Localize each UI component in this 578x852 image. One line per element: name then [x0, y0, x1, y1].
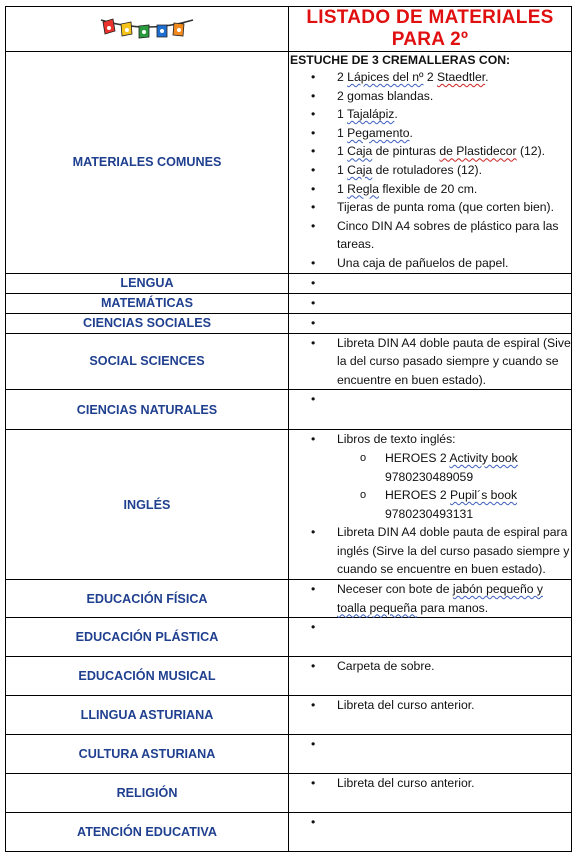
- list-item: • Libros de texto inglés: o HEROES 2 Activity book 9780230489059 o HEROES 2 Pupil´s book 9780230493131: [289, 430, 571, 523]
- subject-label: SOCIAL SCIENCES: [6, 333, 289, 390]
- items-cell: [289, 735, 572, 774]
- items-cell: [289, 52, 572, 274]
- colored-pencils-logo-icon: [97, 14, 197, 40]
- subject-label: EDUCACIÓN MUSICAL: [6, 657, 289, 696]
- row-lengua: [6, 273, 572, 293]
- subject-label: ATENCIÓN EDUCATIVA: [6, 813, 289, 852]
- row-ciencias-naturales: [6, 390, 572, 430]
- subject-label: LENGUA: [6, 273, 289, 293]
- items-cell: [289, 390, 572, 430]
- empty-bullet: •: [311, 737, 316, 752]
- empty-bullet: •: [311, 815, 316, 830]
- empty-bullet: •: [311, 295, 316, 310]
- item-list: [289, 774, 571, 793]
- list-item: • Neceser con bote de jabón pequeño y toalla pequeña para manos.: [289, 580, 571, 617]
- item-list: [289, 657, 571, 676]
- section-heading: ESTUCHE DE 3 CREMALLERAS CON:: [290, 53, 511, 67]
- list-item: • Libreta DIN A4 doble pauta de espiral (Sive la del curso pasado siempre y cuando se encuentre en buen estado).: [289, 334, 571, 390]
- row-social-sciences: [6, 333, 572, 390]
- row-ciencias-sociales: [6, 313, 572, 333]
- empty-bullet: •: [311, 275, 316, 290]
- page-title: LISTADO DE MATERIALES PARA 2º: [289, 7, 572, 52]
- list-item: • 2 Lápices del nº 2 Staedtler.: [289, 68, 571, 87]
- items-cell: [289, 657, 572, 696]
- subject-label: LLINGUA ASTURIANA: [6, 696, 289, 735]
- items-cell: [289, 618, 572, 657]
- item-list: [289, 334, 571, 390]
- list-item: • 1 Caja de rotuladores (12).: [289, 161, 571, 180]
- items-cell: [289, 313, 572, 333]
- row-ingles: [6, 430, 572, 580]
- list-item: • Cinco DIN A4 sobres de plástico para las tareas.: [289, 217, 571, 254]
- item-list: [289, 696, 571, 715]
- subject-label: INGLÉS: [6, 430, 289, 580]
- empty-bullet: •: [311, 392, 316, 407]
- item-list: [289, 580, 571, 617]
- list-item: • Libreta del curso anterior.: [289, 696, 571, 715]
- list-item: • Tijeras de punta roma (que corten bien).: [289, 198, 571, 217]
- subject-label: MATERIALES COMUNES: [6, 52, 289, 274]
- empty-bullet: •: [311, 315, 316, 330]
- subject-label: CIENCIAS NATURALES: [6, 390, 289, 430]
- row-materiales-comunes: [6, 52, 572, 274]
- items-cell: [289, 333, 572, 390]
- header-row: [6, 7, 572, 52]
- row-atencion-educativa: [6, 813, 572, 852]
- row-educacion-plastica: [6, 618, 572, 657]
- list-item: • Libreta del curso anterior.: [289, 774, 571, 793]
- row-llingua-asturiana: [6, 696, 572, 735]
- items-cell: [289, 293, 572, 313]
- subject-label: RELIGIÓN: [6, 774, 289, 813]
- materials-table: [5, 6, 572, 852]
- item-list: [289, 430, 571, 579]
- subject-label: EDUCACIÓN FÍSICA: [6, 580, 289, 618]
- list-item: • Carpeta de sobre.: [289, 657, 571, 676]
- row-cultura-asturiana: [6, 735, 572, 774]
- row-educacion-fisica: [6, 580, 572, 618]
- subject-label: EDUCACIÓN PLÁSTICA: [6, 618, 289, 657]
- empty-bullet: •: [311, 620, 316, 635]
- row-matematicas: [6, 293, 572, 313]
- list-item: • 2 gomas blandas.: [289, 87, 571, 106]
- logo-cell: [6, 7, 289, 52]
- items-cell: [289, 430, 572, 580]
- list-item: • 1 Caja de pinturas de Plastidecor (12).: [289, 142, 571, 161]
- sub-list-item: o HEROES 2 Pupil´s book 9780230493131: [289, 486, 571, 523]
- sub-list: [289, 449, 571, 523]
- subject-label: CULTURA ASTURIANA: [6, 735, 289, 774]
- items-cell: [289, 696, 572, 735]
- item-list: [289, 68, 571, 273]
- row-educacion-musical: [6, 657, 572, 696]
- list-item: • 1 Pegamento.: [289, 124, 571, 143]
- items-cell: [289, 580, 572, 618]
- items-cell: [289, 813, 572, 852]
- sub-list-item: o HEROES 2 Activity book 9780230489059: [289, 449, 571, 486]
- list-item: • Libreta DIN A4 doble pauta de espiral para inglés (Sirve la del curso pasado siempre y cuando se encuentre en buen estado).: [289, 523, 571, 579]
- list-item: • Una caja de pañuelos de papel.: [289, 254, 571, 273]
- row-religion: [6, 774, 572, 813]
- list-item: • 1 Tajalápiz.: [289, 105, 571, 124]
- list-item: • 1 Regla flexible de 20 cm.: [289, 180, 571, 199]
- subject-label: MATEMÁTICAS: [6, 293, 289, 313]
- subject-label: CIENCIAS SOCIALES: [6, 313, 289, 333]
- items-cell: [289, 774, 572, 813]
- items-cell: [289, 273, 572, 293]
